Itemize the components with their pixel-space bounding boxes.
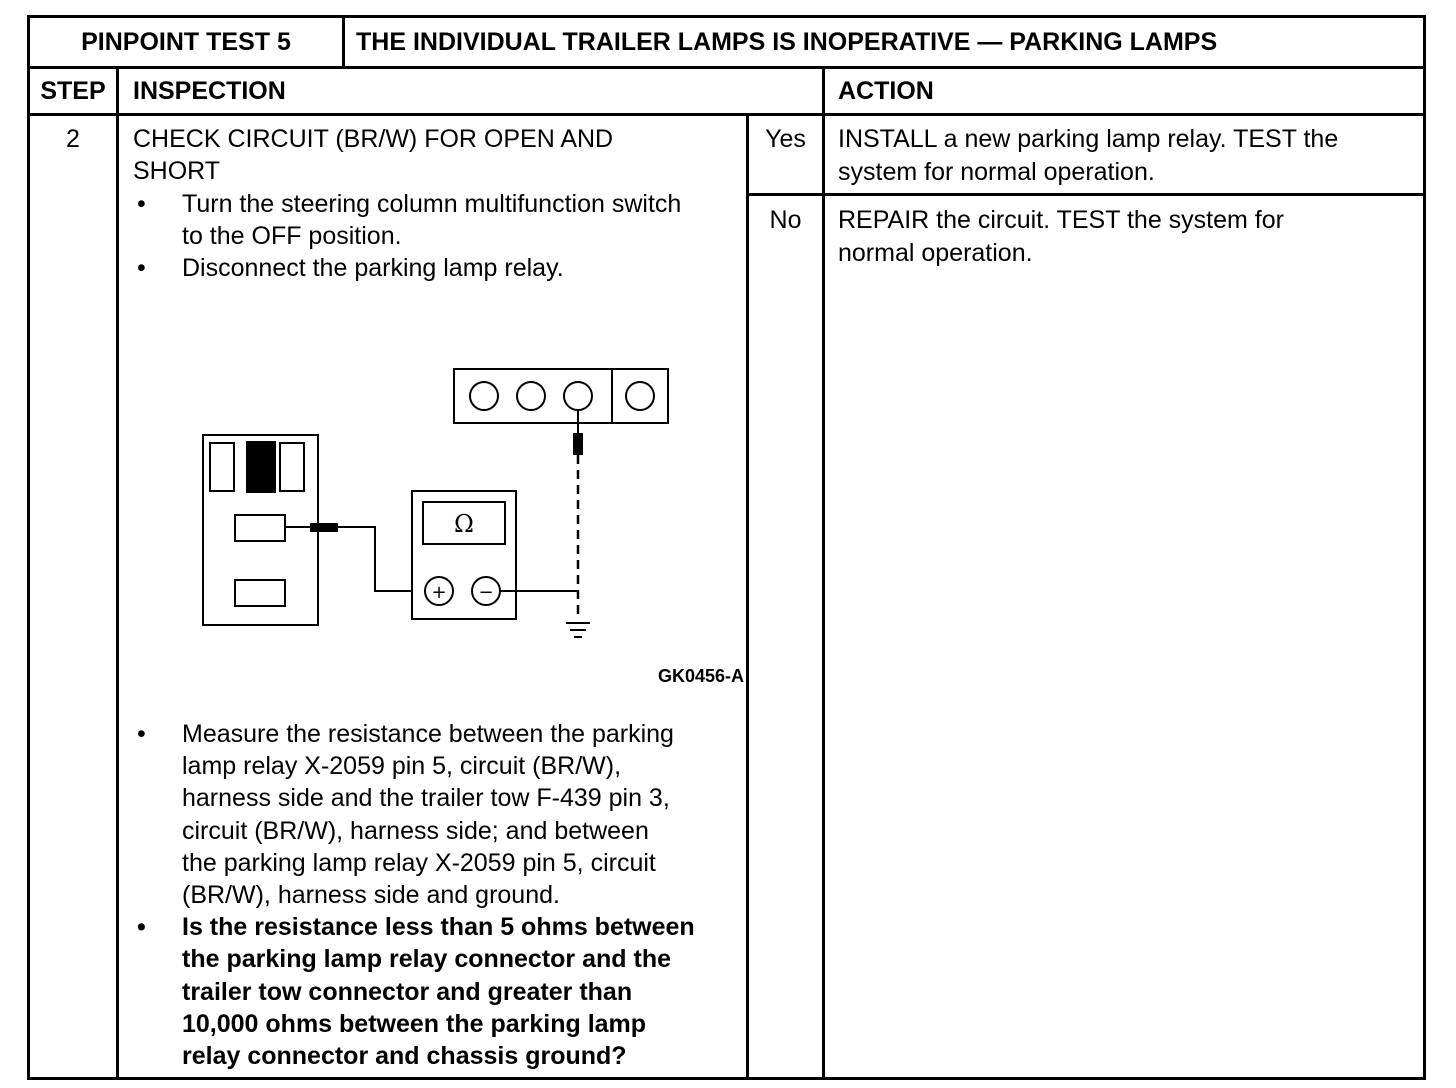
- bullet-line: circuit (BR/W), harness side; and between: [182, 816, 649, 845]
- question-line: trailer tow connector and greater than: [182, 977, 633, 1006]
- inspection-bullets-bottom: [132, 718, 695, 1072]
- bullet-line: to the OFF position.: [182, 222, 402, 251]
- column-inspection: INSPECTION: [133, 77, 286, 105]
- rule-columns-bottom: [27, 113, 1426, 116]
- question-line: 10,000 ohms between the parking lamp: [182, 1009, 647, 1038]
- ohmmeter-test-diagram: [190, 355, 750, 695]
- bullet-item: [132, 718, 695, 911]
- bullet-dot: •: [137, 190, 146, 218]
- minus-terminal-label: −: [478, 582, 494, 603]
- test-id: PINPOINT TEST 5: [81, 28, 291, 56]
- bullet-line: the parking lamp relay X-2059 pin 5, circuit: [182, 848, 656, 877]
- rule-yes-bottom: [747, 193, 1426, 196]
- bullet-line: Measure the resistance between the parking: [182, 720, 674, 748]
- rule-bottom: [27, 1077, 1426, 1080]
- relay-probe-tip: [310, 523, 338, 532]
- step-number: 2: [66, 125, 80, 153]
- answer-yes-action-line1: INSTALL a new parking lamp relay. TEST the: [838, 125, 1339, 153]
- ohm-symbol: Ω: [454, 510, 474, 538]
- bullet-line: harness side and the trailer tow F-439 pin 3,: [182, 784, 670, 813]
- inspection-bullets-top: [132, 188, 681, 285]
- bullet-dot: •: [137, 254, 146, 283]
- bullet-item: [132, 252, 681, 284]
- answer-yes-label: Yes: [765, 125, 806, 153]
- question-line: the parking lamp relay connector and the: [182, 945, 672, 974]
- answer-yes-action-line2: system for normal operation.: [838, 158, 1155, 186]
- probe-tip: [573, 433, 583, 455]
- plus-terminal-label: +: [431, 582, 447, 603]
- rule-action-divider: [822, 66, 825, 1080]
- answer-no-action-line1: REPAIR the circuit. TEST the system for: [838, 206, 1284, 234]
- inspection-title-line2: SHORT: [133, 157, 221, 185]
- figure-id: GK0456-A: [657, 666, 744, 686]
- relay-lead: [338, 527, 412, 591]
- inspection-title-line1: CHECK CIRCUIT (BR/W) FOR OPEN AND: [133, 125, 614, 153]
- bullet-item: [132, 188, 681, 252]
- rule-header-bottom: [27, 66, 1426, 69]
- rule-top: [27, 15, 1426, 18]
- question-item: [132, 911, 695, 1072]
- rule-step-divider: [116, 66, 119, 1080]
- trailer-tow-connector: [454, 369, 668, 423]
- bullet-line: Disconnect the parking lamp relay.: [182, 254, 564, 283]
- question-line: Is the resistance less than 5 ohms between: [182, 913, 695, 942]
- bullet-dot: •: [137, 913, 146, 942]
- bullet-line: lamp relay X-2059 pin 5, circuit (BR/W),: [182, 752, 622, 781]
- test-title: THE INDIVIDUAL TRAILER LAMPS IS INOPERATIVE — PARKING LAMPS: [356, 28, 1218, 56]
- column-step: STEP: [40, 77, 106, 105]
- rule-header-divider: [342, 15, 345, 68]
- rule-left: [27, 15, 30, 1080]
- question-line: relay connector and chassis ground?: [182, 1042, 627, 1071]
- bullet-line: (BR/W), harness side and ground.: [182, 881, 560, 910]
- rule-right: [1423, 15, 1426, 1080]
- answer-no-action-line2: normal operation.: [838, 239, 1033, 267]
- answer-no-label: No: [769, 206, 802, 234]
- relay-terminal-filled: [246, 441, 276, 493]
- ground-symbol: [566, 623, 590, 637]
- bullet-line: Turn the steering column multifunction switch: [182, 190, 682, 218]
- column-action: ACTION: [838, 77, 934, 105]
- bullet-dot: •: [137, 720, 146, 748]
